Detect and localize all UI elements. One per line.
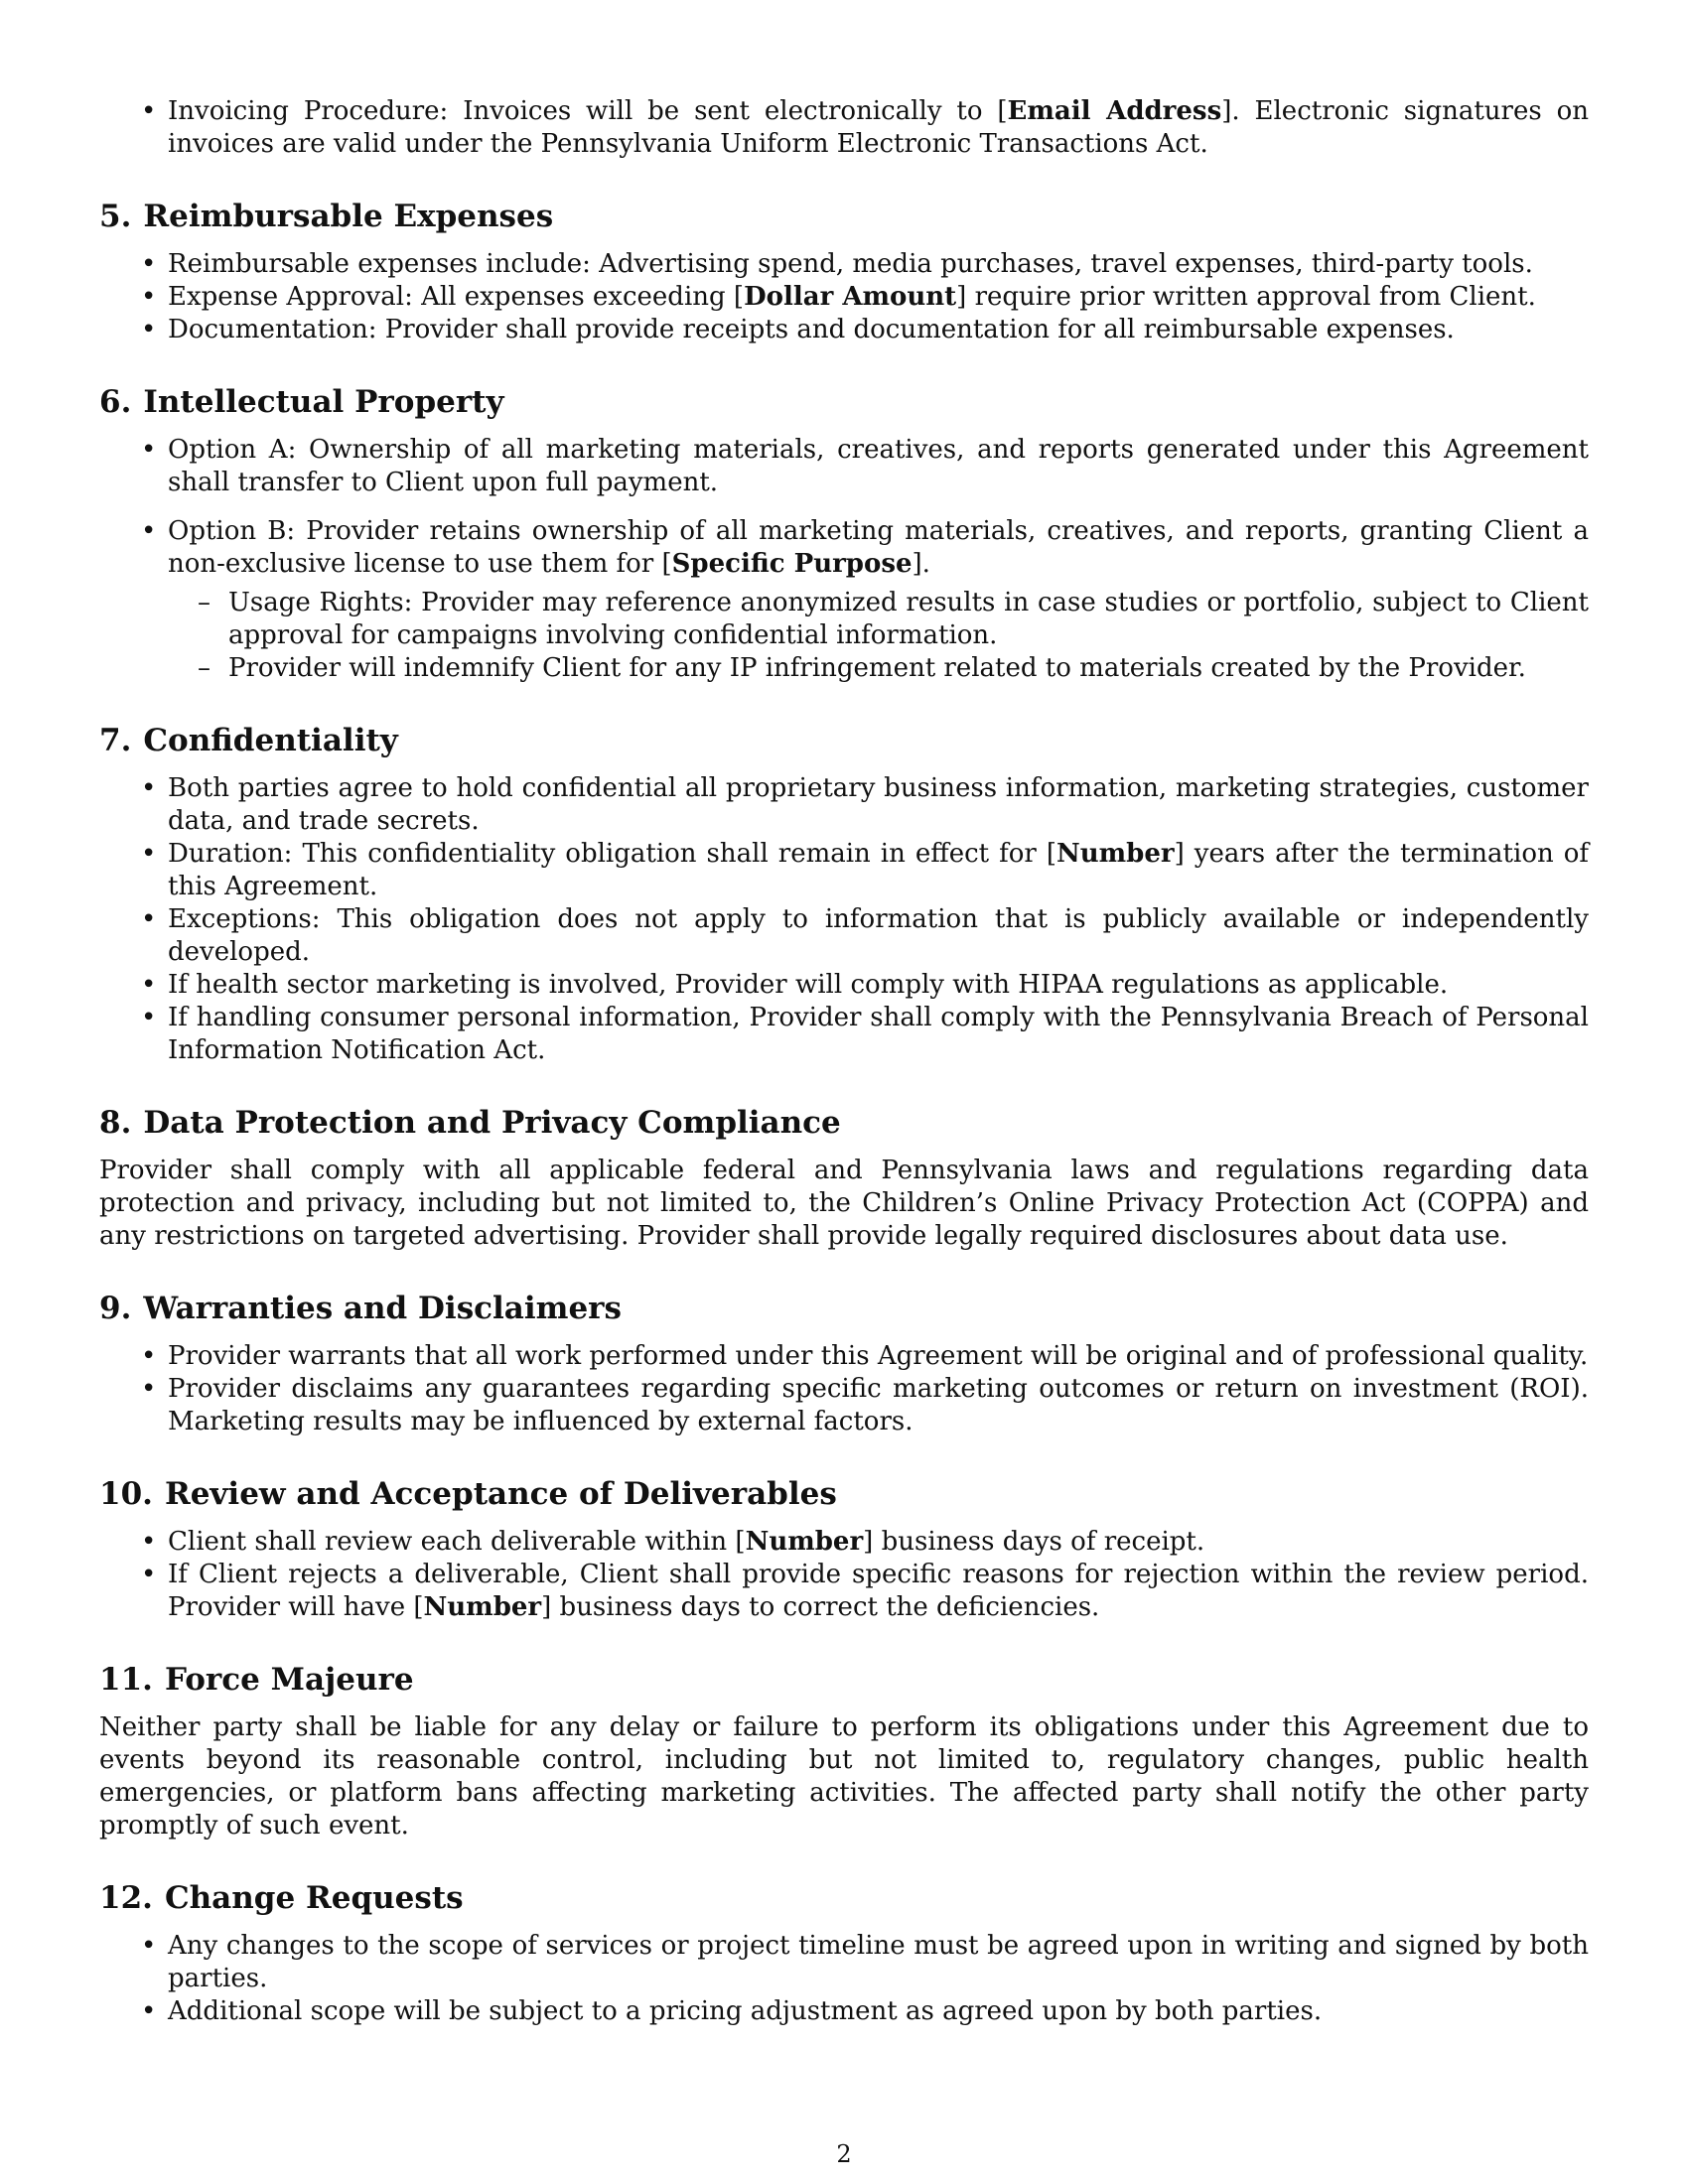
invoicing-list	[99, 95, 1589, 161]
list-item: • Client shall review each deliverable within [Number] business days of receipt.	[99, 1526, 1589, 1559]
list-item: • If handling consumer personal information, Provider shall comply with the Pennsylvania Breach of Personal Information Notification Act.	[99, 1002, 1589, 1067]
section-heading-12: 12. Change Requests	[99, 1880, 464, 1916]
section-heading-6: 6. Intellectual Property	[99, 384, 504, 420]
list-item: • If Client rejects a deliverable, Client shall provide specific reasons for rejection within the review period. Provider will have [Number] business days to correct the deficiencies.	[99, 1559, 1589, 1624]
sub-list-item: – Usage Rights: Provider may reference anonymized results in case studies or portfolio, subject to Client approval for campaigns involving confidential information.	[168, 587, 1589, 652]
list-item: • Expense Approval: All expenses exceeding [Dollar Amount] require prior written approval from Client.	[99, 281, 1589, 314]
list-item: • Documentation: Provider shall provide receipts and documentation for all reimbursable expenses.	[99, 314, 1589, 346]
section-9-list	[99, 1340, 1589, 1438]
section-heading-9: 9. Warranties and Disclaimers	[99, 1291, 622, 1326]
section-8-paragraph: Provider shall comply with all applicable federal and Pennsylvania laws and regulations regarding data protection and privacy, including but not limited to, the Children’s Online Privacy Protection Act (COPPA) and any restrictions on targeted advertising. Provider shall provide legally required disclosures about data use.	[99, 1156, 1589, 1251]
list-item: • If health sector marketing is involved, Provider will comply with HIPAA regulations as applicable.	[99, 969, 1589, 1002]
section-11-paragraph: Neither party shall be liable for any delay or failure to perform its obligations under this Agreement due to events beyond its reasonable control, including but not limited to, regulatory changes, public health emergencies, or platform bans affecting marketing activities. The affected party shall notify the other party promptly of such event.	[99, 1712, 1589, 1841]
section-5-list	[99, 248, 1589, 346]
section-heading-10: 10. Review and Acceptance of Deliverables	[99, 1476, 837, 1512]
list-item: • Reimbursable expenses include: Advertising spend, media purchases, travel expenses, third-party tools.	[99, 248, 1589, 281]
section-12-list	[99, 1930, 1589, 2028]
section-heading-5: 5. Reimbursable Expenses	[99, 199, 554, 234]
section-heading-8: 8. Data Protection and Privacy Compliance	[99, 1105, 841, 1141]
sub-list-item: – Provider will indemnify Client for any IP infringement related to materials created by the Provider.	[168, 652, 1589, 685]
list-item: • Both parties agree to hold confidential all proprietary business information, marketing strategies, customer data, and trade secrets.	[99, 772, 1589, 838]
page-number: 2	[836, 2140, 852, 2168]
section-7-list	[99, 772, 1589, 1067]
list-item: • Option B: Provider retains ownership of all marketing materials, creatives, and reports, granting Client a non-exclusive license to use them for [Specific Purpose]. – Usage Rights: Provider may reference anonymized results in case studies or portfolio, subject to Client approval for campaigns involving confidential information. – Provider will indemnify Client for any IP infringement related to materials created by the Provider.	[99, 515, 1589, 685]
section-6-list	[99, 434, 1589, 685]
section-heading-7: 7. Confidentiality	[99, 723, 398, 758]
list-item: • Provider disclaims any guarantees regarding specific marketing outcomes or return on investment (ROI). Marketing results may be influenced by external factors.	[99, 1373, 1589, 1438]
document-page	[99, 95, 1589, 2028]
list-item: • Option A: Ownership of all marketing materials, creatives, and reports generated under this Agreement shall transfer to Client upon full payment.	[99, 434, 1589, 499]
list-item: • Additional scope will be subject to a pricing adjustment as agreed upon by both parties.	[99, 1995, 1589, 2028]
list-item: • Provider warrants that all work performed under this Agreement will be original and of professional quality.	[99, 1340, 1589, 1373]
list-item: • Any changes to the scope of services or project timeline must be agreed upon in writing and signed by both parties.	[99, 1930, 1589, 1995]
list-item: • Duration: This confidentiality obligation shall remain in effect for [Number] years after the termination of this Agreement.	[99, 838, 1589, 903]
list-item: • Exceptions: This obligation does not apply to information that is publicly available or independently developed.	[99, 903, 1589, 969]
list-item: • Invoicing Procedure: Invoices will be sent electronically to [Email Address]. Electronic signatures on invoices are valid under the Pennsylvania Uniform Electronic Transactions Act.	[99, 95, 1589, 161]
section-heading-11: 11. Force Majeure	[99, 1662, 414, 1698]
section-10-list	[99, 1526, 1589, 1624]
sub-list	[168, 587, 1589, 685]
